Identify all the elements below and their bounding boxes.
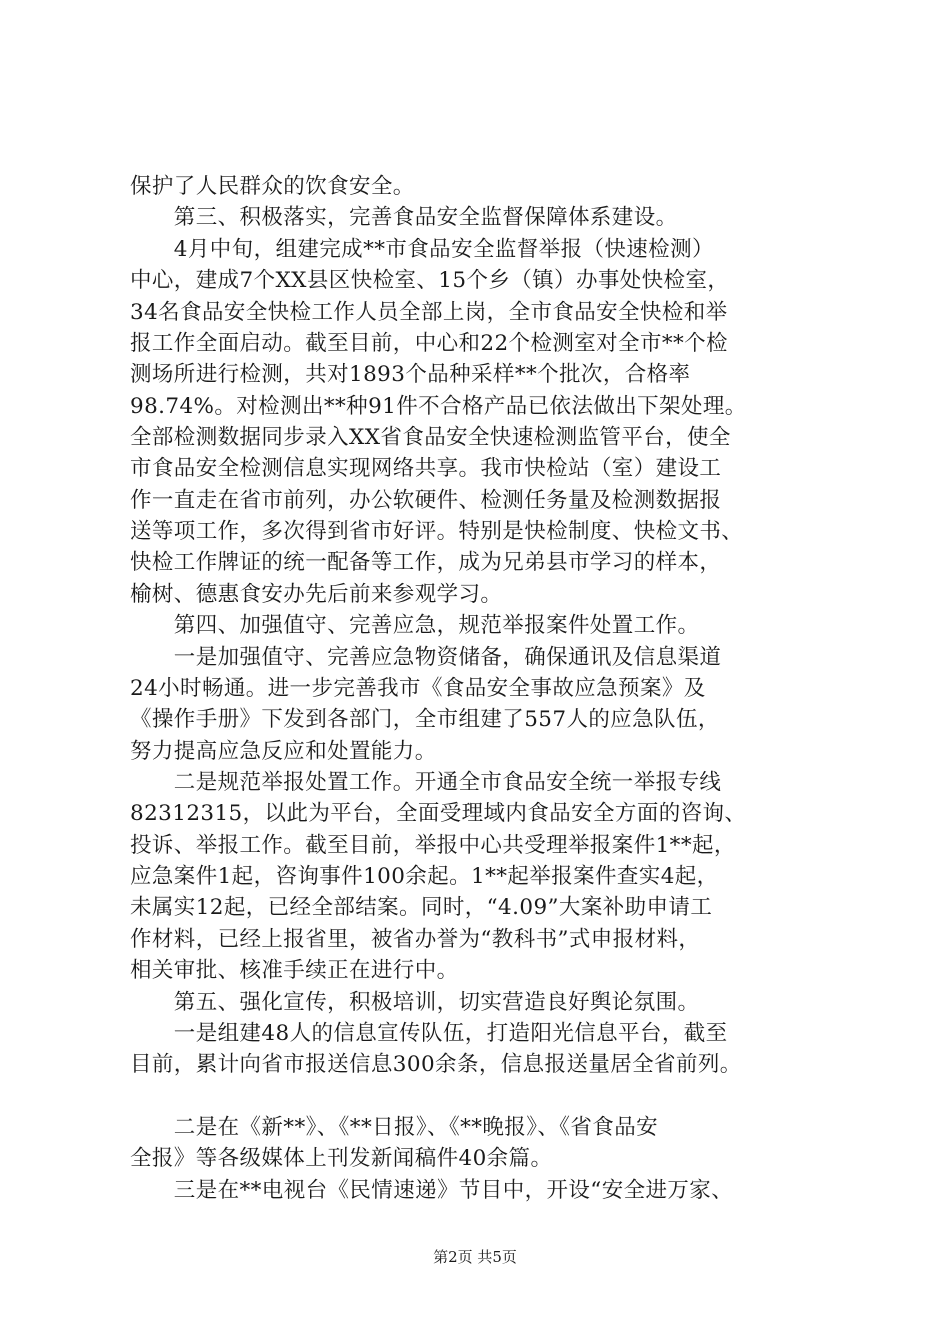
paragraph-line: 应急案件1起，咨询事件100余起。1**起举报案件查实4起， [130, 864, 719, 889]
page-footer: 第2页 共5页 [433, 1248, 517, 1266]
paragraph-line: 目前，累计向省市报送信息300余条，信息报送量居全省前列。 [130, 1052, 742, 1077]
paragraph-line: 二是规范举报处置工作。开通全市食品安全统一举报专线 [130, 770, 722, 795]
paragraph-line: 努力提高应急反应和处置能力。 [130, 739, 437, 764]
paragraph-line: 作一直走在省市前列，办公软硬件、检测任务量及检测数据报 [130, 488, 722, 513]
paragraph-line: 一是加强值守、完善应急物资储备，确保通讯及信息渠道 [130, 645, 722, 670]
paragraph-line: 投诉、举报工作。截至目前，举报中心共受理举报案件1**起， [130, 833, 736, 858]
paragraph-line: 测场所进行检测，共对1893个品种采样**个批次，合格率 [130, 362, 691, 387]
paragraph-line: 市食品安全检测信息实现网络共享。我市快检站（室）建设工 [130, 456, 722, 481]
paragraph-line: 未属实12起，已经全部结案。同时，“4.09”大案补助申请工 [130, 895, 713, 920]
paragraph-line: 作材料，已经上报省里，被省办誉为“教科书”式申报材料， [130, 927, 701, 952]
paragraph-line: 相关审批、核准手续正在进行中。 [130, 958, 459, 983]
paragraph-line: 二是在《新**》、《**日报》、《**晚报》、《省食品安 [130, 1115, 659, 1140]
paragraph-line: 82312315，以此为平台，全面受理域内食品安全方面的咨询、 [130, 801, 747, 826]
paragraph-line: 报工作全面启动。截至目前，中心和22个检测室对全市**个检 [130, 331, 728, 356]
paragraph-line: 三是在**电视台《民情速递》节目中，开设“安全进万家、 [130, 1178, 734, 1203]
paragraph-line: 4月中旬，组建完成**市食品安全监督举报（快速检测） [130, 237, 714, 262]
paragraph-line: 快检工作牌证的统一配备等工作，成为兄弟县市学习的样本， [130, 550, 722, 575]
paragraph-line: 24小时畅通。进一步完善我市《食品安全事故应急预案》及 [130, 676, 706, 701]
paragraph-line: 《操作手册》下发到各部门，全市组建了557人的应急队伍， [130, 707, 720, 732]
section-heading: 第四、加强值守、完善应急，规范举报案件处置工作。 [130, 613, 700, 638]
paragraph-line: 全报》等各级媒体上刊发新闻稿件40余篇。 [130, 1146, 553, 1171]
paragraph-line: 保护了人民群众的饮食安全。 [130, 174, 415, 199]
paragraph-line: 送等项工作，多次得到省市好评。特别是快检制度、快检文书、 [130, 519, 744, 544]
paragraph-line: 全部检测数据同步录入XX省食品安全快速检测监管平台，使全 [130, 425, 731, 450]
paragraph-line: 榆树、德惠食安办先后前来参观学习。 [130, 582, 503, 607]
paragraph-line: 98.74%。对检测出**种91件不合格产品已依法做出下架处理。 [130, 394, 747, 419]
paragraph-line: 34名食品安全快检工作人员全部上岗，全市食品安全快检和举 [130, 300, 728, 325]
section-heading: 第五、强化宣传，积极培训，切实营造良好舆论氛围。 [130, 990, 700, 1015]
paragraph-line: 一是组建48人的信息宣传队伍，打造阳光信息平台，截至 [130, 1021, 728, 1046]
paragraph-line: 中心，建成7个XX县区快检室、15个乡（镇）办事处快检室， [130, 268, 730, 293]
section-heading: 第三、积极落实，完善食品安全监督保障体系建设。 [130, 205, 678, 230]
